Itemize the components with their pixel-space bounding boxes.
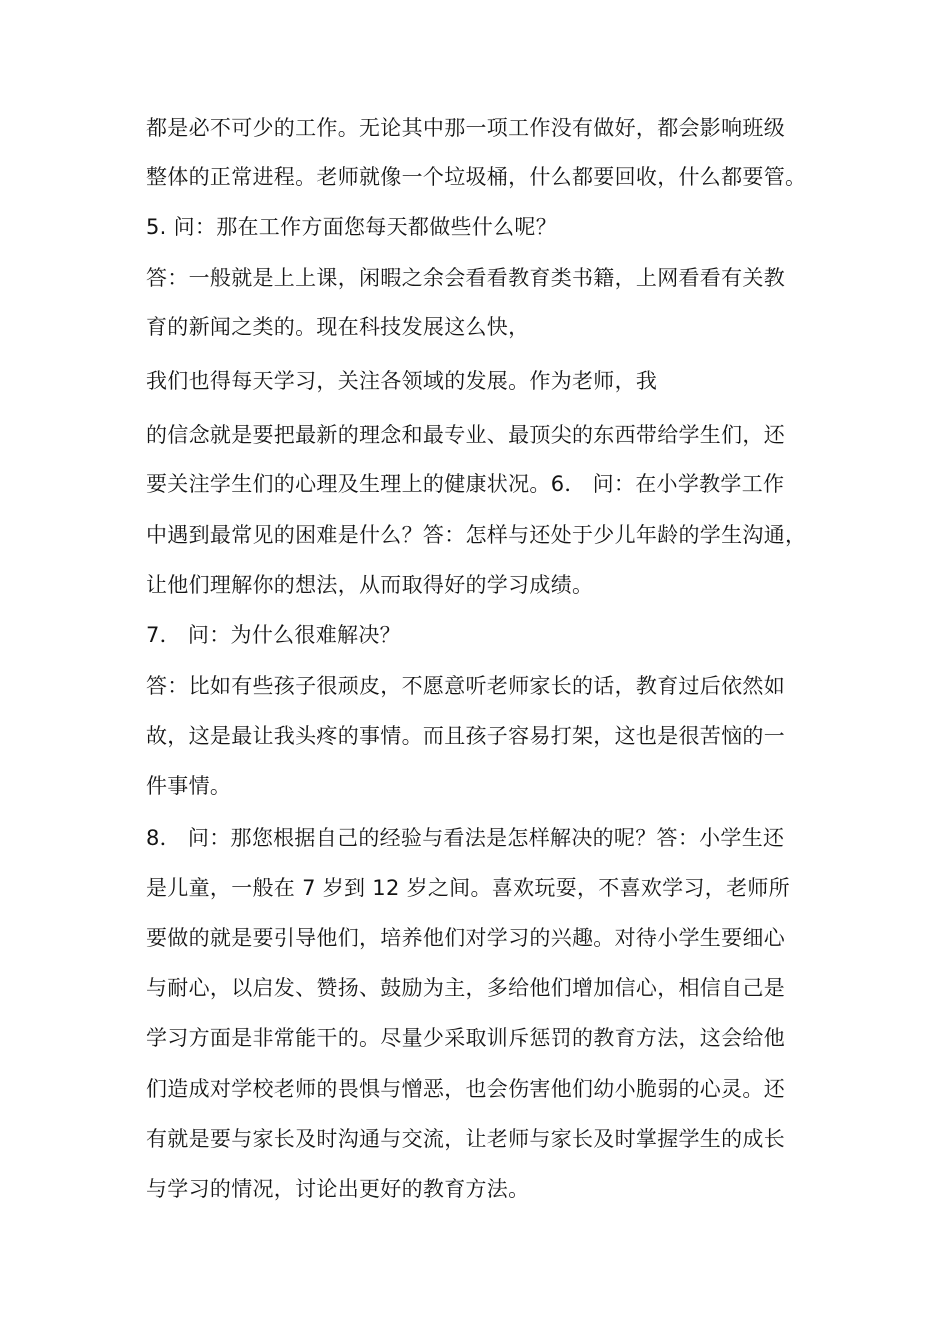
text-line: 要关注学生们的心理及生理上的健康状况。6． 问：在小学教学工作 bbox=[146, 472, 785, 496]
text-line: 要做的就是要引导他们，培养他们对学习的兴趣。对待小学生要细心 bbox=[146, 926, 785, 950]
text-line: 整体的正常进程。老师就像一个垃圾桶，什么都要回收，什么都要管。 bbox=[146, 165, 807, 189]
text-line: 答：比如有些孩子很顽皮，不愿意听老师家长的话，教育过后依然如 bbox=[146, 674, 785, 698]
text-line: 8． 问：那您根据自己的经验与看法是怎样解决的呢？答：小学生还 bbox=[146, 826, 785, 850]
text-line: 答：一般就是上上课，闲暇之余会看看教育类书籍，上网看看有关教 bbox=[146, 266, 785, 290]
text-line: 们造成对学校老师的畏惧与憎恶，也会伤害他们幼小脆弱的心灵。还 bbox=[146, 1077, 785, 1101]
text-line: 中遇到最常见的困难是什么？答：怎样与还处于少儿年龄的学生沟通， bbox=[146, 523, 807, 547]
text-line: 的信念就是要把最新的理念和最专业、最顶尖的东西带给学生们，还 bbox=[146, 423, 785, 447]
text-line: 都是必不可少的工作。无论其中那一项工作没有做好，都会影响班级 bbox=[146, 116, 785, 140]
text-line: 有就是要与家长及时沟通与交流，让老师与家长及时掌握学生的成长 bbox=[146, 1127, 785, 1151]
text-line: 是儿童，一般在 7 岁到 12 岁之间。喜欢玩耍，不喜欢学习，老师所 bbox=[146, 876, 790, 900]
text-line: 故，这是最让我头疼的事情。而且孩子容易打架，这也是很苦恼的一 bbox=[146, 724, 785, 748]
text-line: 我们也得每天学习，关注各领域的发展。作为老师，我 bbox=[146, 369, 658, 393]
text-line: 育的新闻之类的。现在科技发展这么快， bbox=[146, 315, 530, 339]
text-line: 让他们理解你的想法，从而取得好的学习成绩。 bbox=[146, 573, 594, 597]
text-line: 7． 问：为什么很难解决？ bbox=[146, 623, 401, 647]
text-line: 件事情。 bbox=[146, 774, 232, 798]
text-line: 与耐心，以启发、赞扬、鼓励为主，多给他们增加信心，相信自己是 bbox=[146, 976, 785, 1000]
text-line: 学习方面是非常能干的。尽量少采取训斥惩罚的教育方法，这会给他 bbox=[146, 1026, 785, 1050]
text-line: 5. 问：那在工作方面您每天都做些什么呢？ bbox=[146, 215, 558, 239]
text-line: 与学习的情况，讨论出更好的教育方法。 bbox=[146, 1177, 530, 1201]
